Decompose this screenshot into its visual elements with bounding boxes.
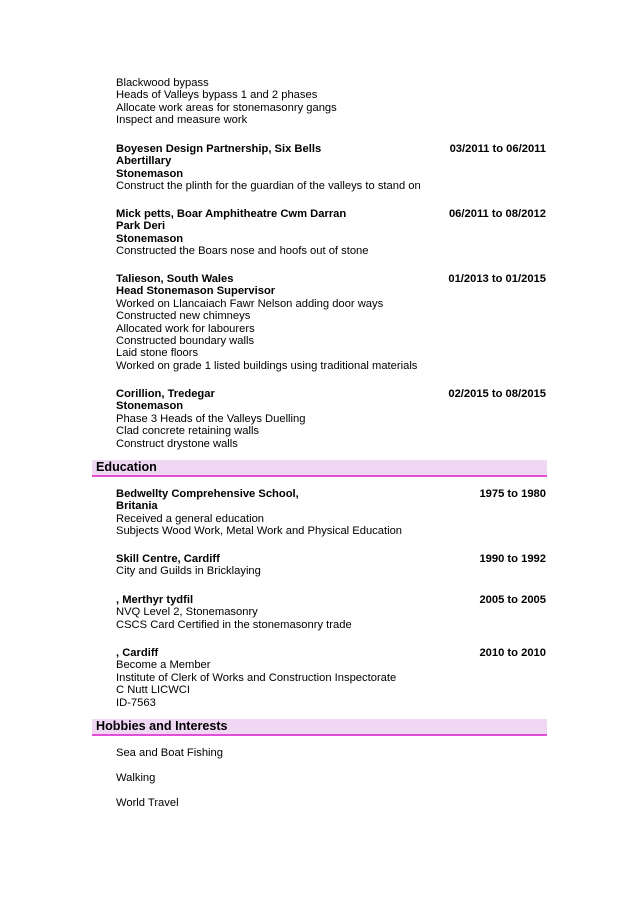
education-school: Skill Centre, Cardiff [116, 553, 220, 565]
hobby-item [116, 772, 546, 784]
job-employer: Corillion, Tredegar [116, 388, 215, 400]
education-detail: Subjects Wood Work, Metal Work and Physical Education [116, 525, 403, 538]
education-entry [116, 647, 546, 709]
job-date: 01/2013 to 01/2015 [448, 273, 546, 285]
job-entry [116, 208, 546, 258]
job-duty: Clad concrete retaining walls [116, 425, 260, 438]
duty-line: Heads of Valleys bypass 1 and 2 phases [116, 89, 318, 102]
education-detail: Institute of Clerk of Works and Construction Inspectorate [116, 671, 397, 684]
hobby-text: Walking [116, 772, 156, 784]
job-location: Abertillary [116, 155, 172, 168]
education-detail: CSCS Card Certified in the stonemasonry trade [116, 618, 352, 631]
hobbies-section-header [92, 719, 547, 736]
education-detail: C Nutt LICWCI [116, 684, 190, 697]
education-school: Bedwellty Comprehensive School, [116, 488, 299, 500]
education-date: 1975 to 1980 [479, 488, 546, 500]
education-detail: NVQ Level 2, Stonemasonry [116, 606, 258, 619]
hobby-item [116, 747, 546, 759]
hobby-item [116, 797, 546, 809]
duty-line: Inspect and measure work [116, 114, 248, 127]
education-entry [116, 553, 546, 578]
education-date: 2005 to 2005 [479, 594, 546, 606]
hobby-text: World Travel [116, 797, 179, 809]
job-entry [116, 143, 546, 193]
job-duty: Allocated work for labourers [116, 322, 255, 335]
education-detail: City and Guilds in Bricklaying [116, 565, 261, 578]
job-duty: Worked on Llancaiach Fawr Nelson adding door ways [116, 297, 384, 310]
job-date: 02/2015 to 08/2015 [448, 388, 546, 400]
job-employer: Boyesen Design Partnership, Six Bells [116, 143, 322, 155]
education-date: 1990 to 1992 [479, 553, 546, 565]
education-heading: Education [96, 460, 157, 474]
job-duty: Construct drystone walls [116, 437, 238, 450]
job-date: 06/2011 to 08/2012 [448, 208, 546, 220]
education-section-header [92, 460, 547, 477]
education-entry [116, 594, 546, 631]
education-school: , Cardiff [116, 647, 159, 659]
job-entry [116, 388, 546, 450]
job-entry [116, 273, 546, 372]
hobby-text: Sea and Boat Fishing [116, 747, 223, 759]
job-employer: Talieson, South Wales [116, 273, 234, 285]
job-duty: Constructed the Boars nose and hoofs out of stone [116, 245, 369, 258]
previous-job-duties [116, 77, 546, 127]
duty-line: Allocate work areas for stonemasonry gangs [116, 101, 337, 114]
education-school: , Merthyr tydfil [116, 594, 194, 606]
education-detail: Become a Member [116, 659, 211, 672]
job-duty: Phase 3 Heads of the Valleys Duelling [116, 412, 306, 425]
education-detail: ID-7563 [116, 696, 156, 709]
education-location: Britania [116, 500, 158, 513]
education-entry [116, 488, 546, 538]
job-date: 03/2011 to 06/2011 [449, 143, 546, 155]
job-employer: Mick petts, Boar Amphitheatre Cwm Darran [116, 208, 347, 220]
job-location: Park Deri [116, 220, 166, 233]
job-duty: Laid stone floors [116, 347, 199, 360]
job-role: Head Stonemason Supervisor [116, 285, 276, 298]
duty-line: Blackwood bypass [116, 77, 209, 89]
job-role: Stonemason [116, 167, 184, 180]
job-duty: Worked on grade 1 listed buildings using traditional materials [116, 359, 418, 372]
job-role: Stonemason [116, 400, 184, 413]
hobbies-heading: Hobbies and Interests [96, 719, 228, 733]
education-detail: Received a general education [116, 512, 265, 525]
job-role: Stonemason [116, 232, 184, 245]
education-date: 2010 to 2010 [479, 647, 546, 659]
job-duty: Construct the plinth for the guardian of the valleys to stand on [116, 180, 421, 193]
job-duty: Constructed boundary walls [116, 334, 255, 347]
job-duty: Constructed new chimneys [116, 310, 251, 323]
